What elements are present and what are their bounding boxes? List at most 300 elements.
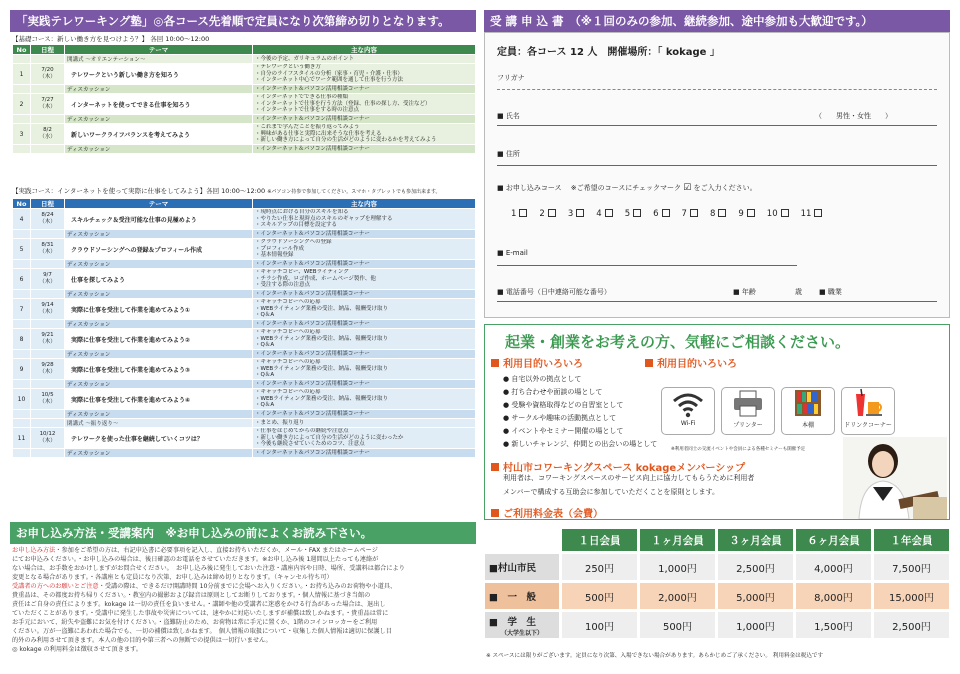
consult-box [484,324,950,520]
row-number [13,230,31,239]
table-row [13,64,476,85]
table-row [13,359,476,380]
price-value: 7,500円 [874,554,949,580]
row-theme: テレワークという新しい働き方を知ろう [65,64,253,85]
checkbox-icon[interactable] [605,209,613,217]
price-value: 250円 [562,554,637,580]
email-label: ■ E-mail [497,249,528,257]
content-point: ・仕事をはじめてからの継続や注意点 [255,428,349,435]
row-date [31,260,65,269]
course-number: 6 [653,209,659,219]
content-point: ・キャッチコピーへの応募 [255,329,321,336]
checkbox-icon[interactable] [814,209,822,217]
how-line [12,618,476,627]
member-type: ■ 学 生 [489,616,536,628]
content-point: ・現時点における自分のスキルを知る [255,209,349,216]
price-value: 500円 [562,583,637,609]
how-to-apply-header: お申し込み方法・受講案内 ※お申し込みの前によくお読み下さい。 [10,522,476,544]
price-value: 5,000円 [718,583,793,609]
row-content [253,419,476,428]
purpose-item: ● イベントやセミナー開催の場として [503,427,624,435]
purpose-item: ● サークルや趣味の活動拠点として [503,414,617,422]
weekday-text: （木） [39,249,56,255]
price-col-header: １年会員 [874,529,949,551]
row-number [13,290,31,299]
membership-line-1: 利用者は、コワーキングスペースのサービス向上に協力してもらうために利用者 [503,474,755,482]
row-date [31,299,65,320]
row-theme: ディスカッション [65,449,253,458]
table-row [13,329,476,350]
price-value: 1,000円 [640,554,715,580]
row-content [253,290,476,299]
age-unit: 歳 [795,288,802,296]
row-date [31,389,65,410]
row-date [31,320,65,329]
content-point: ・WEBライティング業務の受注、納品、報酬受け取り [255,365,388,372]
date-text: 7/20 [41,67,54,73]
row-theme: クラウドソーシングへの登録＆プロフィール作成 [65,239,253,260]
content-point: ・今後も継続させていくためのコツ、注意点 [255,441,365,448]
price-col-header: ３ヶ月会員 [718,529,793,551]
how-line [12,591,476,600]
weekday-text: （木） [39,74,56,80]
row-date [31,449,65,458]
row-date [31,64,65,85]
content-point: ・新しい働き方によって自分の生活がどのように変わったか [255,434,404,441]
gender-options[interactable]: （ 男性・女性 ） [815,112,892,120]
table-row [13,260,476,269]
date-text: 10/5 [41,392,54,398]
content-point: ・インターネット＆パソコン活用相談コーナー [255,290,370,297]
row-date [31,419,65,428]
row-theme: スキルチェック＆受注可能な仕事の見極めよう [65,209,253,230]
how-line-text: 参加をご希望の方は、右記申込書に必要事項を記入し、直接お持ちいただくか、メール・FAX またはホームページ [61,547,378,554]
row-number [13,419,31,428]
row-number [13,145,31,154]
row-number: 9 [13,359,31,380]
price-value: 2,500円 [718,554,793,580]
content-point: ・これまで学んだことを振り返ってみよう [255,124,360,131]
table-row [13,389,476,410]
checkbox-icon[interactable] [633,209,641,217]
consult-title: 起業・創業をお考えの方、気軽にご相談ください。 [505,333,851,351]
content-point: ・インターネット＆パソコン活用相談コーナー [255,85,370,92]
col-content: 主な内容 [253,199,476,209]
row-content [253,428,476,449]
age-label: ■ 年齢 [733,288,756,296]
row-content [253,230,476,239]
row-number [13,260,31,269]
how-line-text: ていただくことがあります。・受講中に発生した事故や災害については、速やかに対応いたしますが補償は致しかねます。・貴重品は常に [12,610,389,617]
row-number: 3 [13,124,31,145]
content-point: ・キャッチコピーへの応募 [255,359,321,366]
how-line-emphasis: 受講者の方へのお願いとご注意・ [12,583,105,590]
row-number: 11 [13,428,31,449]
row-number: 1 [13,64,31,85]
course-checkbox-2[interactable] [539,209,555,219]
check-mark-icon: ☑ [683,183,692,193]
printer-icon [731,388,765,418]
weekday-text: （木） [39,369,56,375]
table-row [13,230,476,239]
how-line-text: ◎ kokage の利用料金は徴収させて頂きます。 [12,646,142,653]
basic-course-caption: 【基礎コース：新しい働き方を見つけよう？】 各回 10:00～12:00 [12,35,210,43]
row-theme: ディスカッション [65,320,253,329]
content-point: ・Q＆A [255,372,275,379]
course-label [497,183,757,193]
price-row [485,554,949,580]
checkbox-icon[interactable] [548,209,556,217]
checkbox-icon[interactable] [576,209,584,217]
row-content [253,145,476,154]
name-label: ■ 氏名 [497,112,520,120]
row-content [253,410,476,419]
col-content: 主な内容 [253,45,476,55]
practice-course-caption [12,186,476,197]
application-form [484,32,950,318]
price-value: 100円 [562,612,637,638]
address-label: ■ 住所 [497,150,520,158]
membership-heading-text: 村山市コワーキングスペース kokageメンバーシップ [503,463,746,474]
row-theme: 仕事を探してみよう [65,269,253,290]
how-line-text: 変更となる場合があります。・各講座とも定員になり次第、お申し込みは締め切りとなります。（キャンセル待ち可） [12,574,333,581]
course-checkbox-7[interactable] [682,209,698,219]
membership-heading [491,459,745,474]
content-point: ・インターネット＆パソコン活用相談コーナー [255,230,370,237]
row-theme: 実際に仕事を受注して作業を進めてみよう① [65,299,253,320]
row-content [253,55,476,64]
purpose-item: ● 新しいチャレンジ、仲間との出会いの場として [503,440,658,448]
how-line-text: ない場合は、お手数をおかけしますがお問合せください。 お申し込み後に発生しておいた注意・講座内容や日時、場所、受講料は都合により [12,565,405,572]
content-point: ・インターネット＆パソコン活用相談コーナー [255,260,370,267]
date-text: 8/31 [41,242,54,248]
practice-caption-text: 【実践コース：インターネットを使って実際に仕事をしてみよう】各回 10:00～12:00 [12,187,266,195]
address-input[interactable] [497,165,937,166]
how-line-text: 的外のみ利用させて頂きます。本人の他の目的や第三者への無断での提供は一切行いません。 [12,637,272,644]
row-content [253,239,476,260]
content-point: ・インターネット＆パソコン活用相談コーナー [255,115,370,122]
how-to-apply-text [12,546,476,668]
content-point: ・インターネットで仕事をする時の注意点 [255,107,360,114]
date-text: 9/21 [41,332,54,338]
course-number: 11 [800,209,812,219]
table-row [13,94,476,115]
facility-printer [721,387,775,435]
row-theme: ディスカッション [65,350,253,359]
course-checkbox-8[interactable] [710,209,726,219]
phone-age-job-input[interactable] [497,301,937,302]
course-checkbox-10[interactable] [767,209,789,219]
content-point: ・スキルアップの目標を設定する [255,222,338,229]
price-heading-text: ご利用料金表（会費） [503,509,603,520]
how-line-text: ください。万が一盗難にあわれた場合でも、一切の補償は致しかねます。 個人情報の取扱について・収集した個人情報は適切に保護し目 [12,628,392,635]
course-checkbox-9[interactable] [738,209,754,219]
row-content [253,64,476,85]
row-date [31,94,65,115]
how-line-text: 貴重品は、その都度お持ち帰りください。・教室内の撮影および録音は原則としてお断りしております。・個人情報に基づき当館の [12,592,371,599]
row-content [253,115,476,124]
content-point: ・インターネット＆パソコン活用相談コーナー [255,145,370,152]
content-point: ・自分のライフスタイルの分析（家事・育児・介護・仕事） [255,70,403,77]
course-number: 8 [709,209,716,219]
price-value: 2,000円 [640,583,715,609]
course-number: 5 [624,209,631,219]
how-line [12,627,476,636]
row-date [31,290,65,299]
content-point: ・チラシ作成、ロゴ作成、ホームページ製作、他 [255,275,376,282]
course-checkbox-11[interactable] [801,209,823,219]
price-value: 2,500円 [874,612,949,638]
content-point: ・キャッチコピー、WEBライティング [255,269,349,276]
content-point: ・キャッチコピーへの応募 [255,299,321,306]
wifi-icon [671,388,705,418]
course-number: 9 [738,209,744,219]
row-content [253,269,476,290]
content-point: ・基本情報登録 [255,252,294,259]
row-number: 8 [13,329,31,350]
how-line [12,645,476,654]
how-line [12,582,476,591]
table-row [13,209,476,230]
col-no: No [13,199,31,209]
weekday-text: （木） [39,309,56,315]
how-line-text: お手元において、紛失や盗難にお気を付けください。・盗難防止のため、お荷物は常に手元に置くか、1階のコインロッカーをご利用 [12,619,378,626]
table-row [13,428,476,449]
row-content [253,449,476,458]
weekday-text: （木） [39,399,56,405]
content-point: ・WEBライティング業務の受注、納品、報酬受け取り [255,335,388,342]
purpose-heading-1 [491,355,583,370]
purpose-heading-1-text: 利用目的いろいろ [503,359,583,370]
wifi-label: Wi-Fi [680,420,696,427]
content-point: ・プロフィール作成 [255,245,304,252]
row-number: 5 [13,239,31,260]
price-row-label [485,554,559,580]
course-checkbox-4[interactable] [596,209,612,219]
weekday-text: （木） [39,104,56,110]
content-point: ・インターネット＆パソコン活用相談コーナー [255,380,370,387]
purpose-heading-2 [645,355,737,370]
content-point: ・インターネット＆パソコン活用相談コーナー [255,320,370,327]
course-number: 10 [766,209,778,219]
price-col-header: ６ヶ月会員 [796,529,871,551]
row-date [31,359,65,380]
content-point: ・インターネット＆パソコン活用相談コーナー [255,410,370,417]
checkbox-icon[interactable] [718,209,726,217]
row-number: 10 [13,389,31,410]
weekday-text: （水） [39,134,56,140]
email-input[interactable] [497,265,797,266]
row-date [31,329,65,350]
row-content [253,209,476,230]
how-line [12,564,476,573]
row-theme: 実際に仕事を受注して作業を進めてみよう④ [65,389,253,410]
row-content [253,389,476,410]
course-number: 7 [681,209,687,219]
row-theme: ディスカッション [65,145,253,154]
name-input[interactable] [497,125,937,126]
content-point: ・キャッチコピーへの応募 [255,389,321,396]
table-row [13,269,476,290]
row-content [253,320,476,329]
row-theme: 新しいワークライフバランスを考えてみよう [65,124,253,145]
content-point: ・インターネット＆パソコン活用相談コーナー [255,449,370,456]
date-text: 10/12 [39,431,56,437]
facility-wifi [661,387,715,435]
bookshelf-icon [791,388,825,418]
row-theme: ディスカッション [65,290,253,299]
row-number: 6 [13,269,31,290]
table-row [13,239,476,260]
row-content [253,380,476,389]
checkbox-icon[interactable] [781,209,789,217]
content-point: ・インターネットで仕事を行う方法（登録、仕事の探し方、受注など） [255,100,431,107]
square-icon [491,509,499,517]
basic-course-table [12,44,476,154]
row-theme: ディスカッション [65,410,253,419]
price-table [482,526,952,641]
table-row [13,380,476,389]
row-content [253,350,476,359]
table-row [13,299,476,320]
row-number: 7 [13,299,31,320]
form-capacity: 定員：各コース 12 人 開催場所：「 kokage 」 [497,47,720,58]
practice-caption-note: ※パソコン持参で参加してください。スマホ・タブレットでも参加出来ます。 [267,189,441,195]
price-value: 1,000円 [718,612,793,638]
facility-bookshelf [781,387,835,435]
row-date [31,209,65,230]
weekday-text: （木） [39,219,56,225]
member-type: ■ 一 般 [489,592,536,603]
square-icon [491,359,499,367]
content-point: ・WEBライティング業務の受注、納品、報酬受け取り [255,395,388,402]
course-label-tail: をご入力ください。 [693,184,757,192]
course-checkbox-5[interactable] [625,209,641,219]
form-header: 受 講 申 込 書 （※１回のみの参加、継続参加、途中参加も大歓迎です。） [484,10,950,32]
purpose-item: ● 自宅以外の拠点として [503,375,582,383]
table-row [13,350,476,359]
how-line-text: にてお申込みください。・お申し込みの場合は、後日確認のお電話をさせていただきます。※お申し込み後 1週間以上たっても連絡が [12,556,379,563]
content-point: ・テレワークという働き方 [255,64,321,71]
table-row [13,449,476,458]
content-point: ・Q＆A [255,342,275,349]
content-point: ・インターネットでできる仕事の種類 [255,94,349,101]
date-text: 8/24 [41,212,54,218]
row-content [253,94,476,115]
membership-line-2: メンバーで構成する互助会に参加していただくことを原則とします。 [503,488,719,496]
row-theme: 開講式 ～オリエンテーション～ [65,55,253,64]
woman-photo [843,437,947,519]
date-text: 9/28 [41,362,54,368]
course-checkbox-3[interactable] [568,209,584,219]
checkbox-icon[interactable] [690,209,698,217]
price-value: 500円 [640,612,715,638]
row-date [31,55,65,64]
course-checkbox-6[interactable] [653,209,669,219]
row-theme: 実際に仕事を受注して作業を進めてみよう③ [65,359,253,380]
date-text: 8/2 [43,127,52,133]
col-theme: テーマ [65,199,253,209]
row-theme: ディスカッション [65,85,253,94]
checkbox-icon[interactable] [519,209,527,217]
table-row [13,115,476,124]
drink-icon [851,388,885,418]
practice-course-table [12,198,476,458]
weekday-text: （木） [39,279,56,285]
facility-drink [841,387,895,435]
row-content [253,329,476,350]
row-date [31,410,65,419]
price-col-header: １ヶ月会員 [640,529,715,551]
price-row [485,583,949,609]
member-type: ■村山市民 [489,563,536,574]
row-number [13,449,31,458]
col-date: 日程 [31,45,65,55]
purpose-item: ● 受験や資格取得などの自習室として [503,401,624,409]
purpose-heading-2-text: 利用目的いろいろ [657,359,737,370]
row-number [13,320,31,329]
weekday-text: （木） [39,339,56,345]
how-line-text: 責任はご自身の責任によります。kokage は一切の責任を負いません。・講師や他の受講者に迷惑をかける行為があった場合は、退出し [12,601,386,608]
phone-label: ■ 電話番号（日中連絡可能な番号） [497,288,611,296]
row-number: 4 [13,209,31,230]
col-no: No [13,45,31,55]
table-row [13,320,476,329]
row-date [31,380,65,389]
square-icon [491,463,499,471]
course-number: 4 [596,209,602,219]
date-text: 7/27 [41,97,54,103]
course-checkbox-1[interactable] [511,209,527,219]
row-content [253,359,476,380]
price-heading [491,505,603,520]
checkbox-icon[interactable] [747,209,755,217]
table-row [13,55,476,64]
how-line [12,573,476,582]
price-col-header: １日会員 [562,529,637,551]
content-point: ・Q＆A [255,402,275,409]
row-content [253,85,476,94]
content-point: ・今後の予定、ガリキュラムのポイント [255,55,354,62]
row-date [31,145,65,154]
purpose-note: ※利用者同士の交流イベントや会員による各種セミナーも開催予定 [671,447,806,452]
row-date [31,85,65,94]
row-date [31,124,65,145]
checkbox-icon[interactable] [662,209,670,217]
row-number [13,85,31,94]
price-value: 8,000円 [796,583,871,609]
row-date [31,350,65,359]
purpose-item: ● 打ち合わせや面談の場として [503,388,603,396]
col-theme: テーマ [65,45,253,55]
printer-label: プリンター [733,422,763,429]
row-theme: テレワークを使った仕事を継続していくコツは？ [65,428,253,449]
row-date [31,115,65,124]
table-row [13,124,476,145]
course-label-text: ■ お申し込みコース ※ご希望のコースにチェックマーク [497,184,682,192]
content-point: ・やりたい仕事と現時点のスキルのギャップを理解する [255,215,393,222]
table-row [13,85,476,94]
furigana-input[interactable] [497,89,937,90]
row-content [253,124,476,145]
how-line [12,546,476,555]
price-row-label [485,583,559,609]
row-theme: ディスカッション [65,230,253,239]
row-content [253,299,476,320]
price-corner [485,529,559,551]
course-header: 「実践テレワーキング塾」◎各コース先着順で定員になり次第締め切りとなります。 [10,10,476,32]
course-checkboxes [511,209,834,219]
